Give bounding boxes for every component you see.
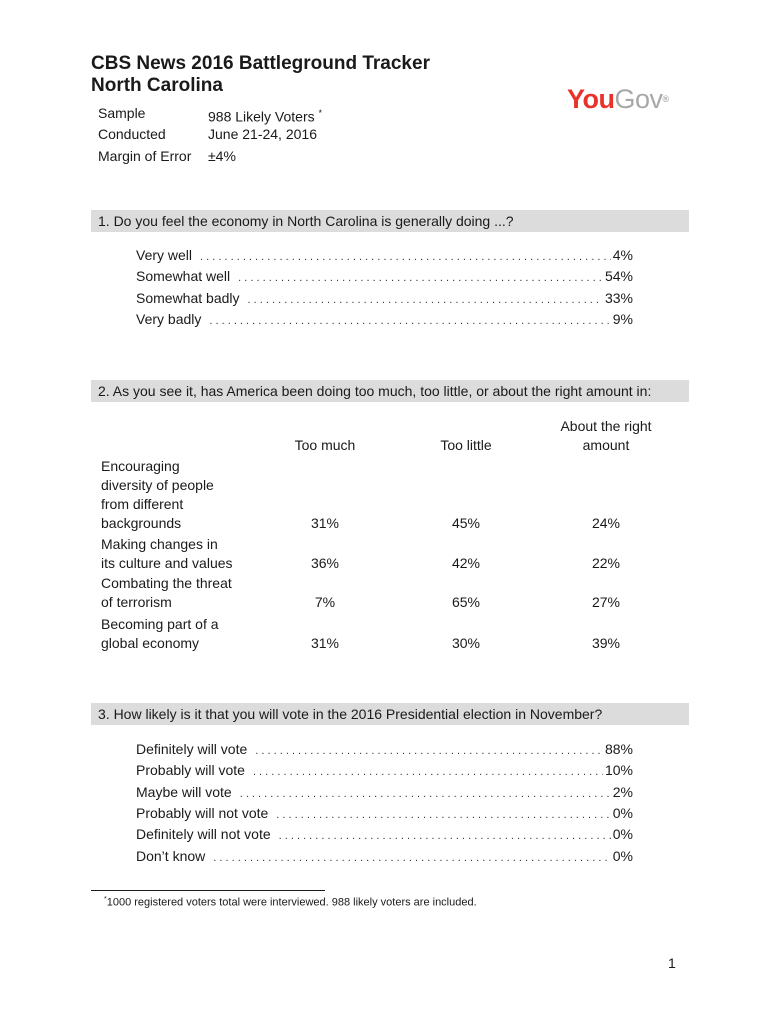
- logo-registered-mark: ®: [662, 94, 669, 104]
- leader-dots: [240, 784, 611, 805]
- table-cell: 7%: [314, 594, 336, 610]
- table-cell: 42%: [451, 555, 481, 571]
- q3-row-value: 2%: [612, 784, 633, 800]
- table-row-label: [101, 535, 271, 573]
- page-subtitle: North Carolina: [91, 75, 223, 96]
- q3-row: [136, 824, 633, 847]
- table-cell: 36%: [310, 555, 340, 571]
- q3-row-label: Don’t know: [136, 848, 206, 864]
- q1-row-value: 54%: [604, 268, 633, 284]
- q1-row-label: Very well: [136, 247, 193, 263]
- logo-you: You: [567, 84, 615, 114]
- q3-row-value: 0%: [612, 805, 633, 821]
- q3-row-value: 0%: [612, 848, 633, 864]
- leader-dots: [248, 290, 603, 311]
- q1-row-value: 4%: [612, 247, 633, 263]
- q1-row-value: 33%: [604, 290, 633, 306]
- q1-row-label: Somewhat well: [136, 268, 231, 284]
- column-header-about-right: [546, 417, 666, 455]
- label-line: backgrounds: [101, 515, 182, 531]
- q3-row-label: Probably will vote: [136, 762, 245, 778]
- q3-row: [136, 760, 633, 783]
- label-line: from different: [101, 496, 184, 512]
- q3-row: [136, 739, 633, 762]
- meta-value-margin: ±4%: [208, 148, 236, 164]
- footnote: [104, 893, 477, 910]
- label-line: Becoming part of a: [101, 616, 219, 632]
- column-header-too-little: Too little: [440, 437, 492, 453]
- table-row-label: [101, 615, 271, 653]
- table-row-label: [101, 457, 271, 533]
- logo-gov: Gov: [614, 84, 663, 114]
- question-3-bar: [91, 703, 689, 725]
- label-line: Encouraging: [101, 458, 180, 474]
- leader-dots: [213, 848, 611, 869]
- meta-value-conducted: June 21-24, 2016: [208, 126, 317, 142]
- q1-row: [136, 245, 633, 268]
- column-header-line: amount: [582, 437, 630, 453]
- column-header-too-much: Too much: [294, 437, 356, 453]
- q1-row: [136, 309, 633, 332]
- page-title: CBS News 2016 Battleground Tracker: [91, 53, 430, 74]
- q1-row: [136, 288, 633, 311]
- q3-row-value: 0%: [612, 826, 633, 842]
- footnote-divider: [91, 890, 325, 891]
- q3-row-value: 88%: [604, 741, 633, 757]
- q3-row-label: Definitely will vote: [136, 741, 248, 757]
- leader-dots: [276, 805, 610, 826]
- label-line: of terrorism: [101, 594, 172, 610]
- q3-row: [136, 803, 633, 826]
- label-line: Combating the threat: [101, 575, 232, 591]
- q3-row-label: Maybe will vote: [136, 784, 232, 800]
- leader-dots: [255, 741, 603, 762]
- label-line: global economy: [101, 635, 200, 651]
- meta-label-margin: Margin of Error: [98, 148, 192, 164]
- q1-row-label: Very badly: [136, 311, 202, 327]
- q3-row-value: 10%: [604, 762, 633, 778]
- page-number: 1: [668, 955, 676, 971]
- meta-label-sample: Sample: [98, 105, 146, 121]
- table-cell: 31%: [310, 635, 340, 651]
- table-cell: 30%: [451, 635, 481, 651]
- question-1-text: 1. Do you feel the economy in North Carolina is generally doing ...?: [98, 213, 514, 229]
- table-cell: 65%: [451, 594, 481, 610]
- question-2-bar: [91, 380, 689, 402]
- q1-row-value: 9%: [612, 311, 633, 327]
- leader-dots: [209, 311, 610, 332]
- leader-dots: [238, 268, 603, 289]
- leader-dots: [253, 762, 603, 783]
- yougov-logo: [567, 84, 669, 114]
- meta-value-sample-text: 988 Likely Voters: [208, 108, 315, 125]
- q1-row: [136, 266, 633, 289]
- label-line: Making changes in: [101, 536, 218, 552]
- label-line: diversity of people: [101, 477, 214, 493]
- q1-row-label: Somewhat badly: [136, 290, 240, 306]
- column-header-line: About the right: [560, 418, 652, 434]
- meta-label-conducted: Conducted: [98, 126, 166, 142]
- table-cell: 22%: [591, 555, 621, 571]
- q3-row: [136, 846, 633, 869]
- table-cell: 39%: [591, 635, 621, 651]
- leader-dots: [200, 247, 611, 268]
- q3-row-label: Probably will not vote: [136, 805, 269, 821]
- q3-row: [136, 782, 633, 805]
- question-1-bar: [91, 210, 689, 232]
- footnote-marker: *: [104, 896, 107, 903]
- table-cell: 27%: [591, 594, 621, 610]
- question-2-text: 2. As you see it, has America been doing too much, too little, or about the right amount in:: [98, 383, 652, 399]
- table-cell: 31%: [310, 515, 340, 531]
- table-row-label: [101, 574, 271, 612]
- sample-footnote-marker: *: [318, 108, 323, 118]
- leader-dots: [279, 826, 611, 847]
- table-cell: 45%: [451, 515, 481, 531]
- table-cell: 24%: [591, 515, 621, 531]
- label-line: its culture and values: [101, 555, 233, 571]
- question-3-text: 3. How likely is it that you will vote in the 2016 Presidential election in November?: [98, 706, 603, 722]
- footnote-text: 1000 registered voters total were interviewed. 988 likely voters are included.: [106, 896, 477, 909]
- q3-row-label: Definitely will not vote: [136, 826, 271, 842]
